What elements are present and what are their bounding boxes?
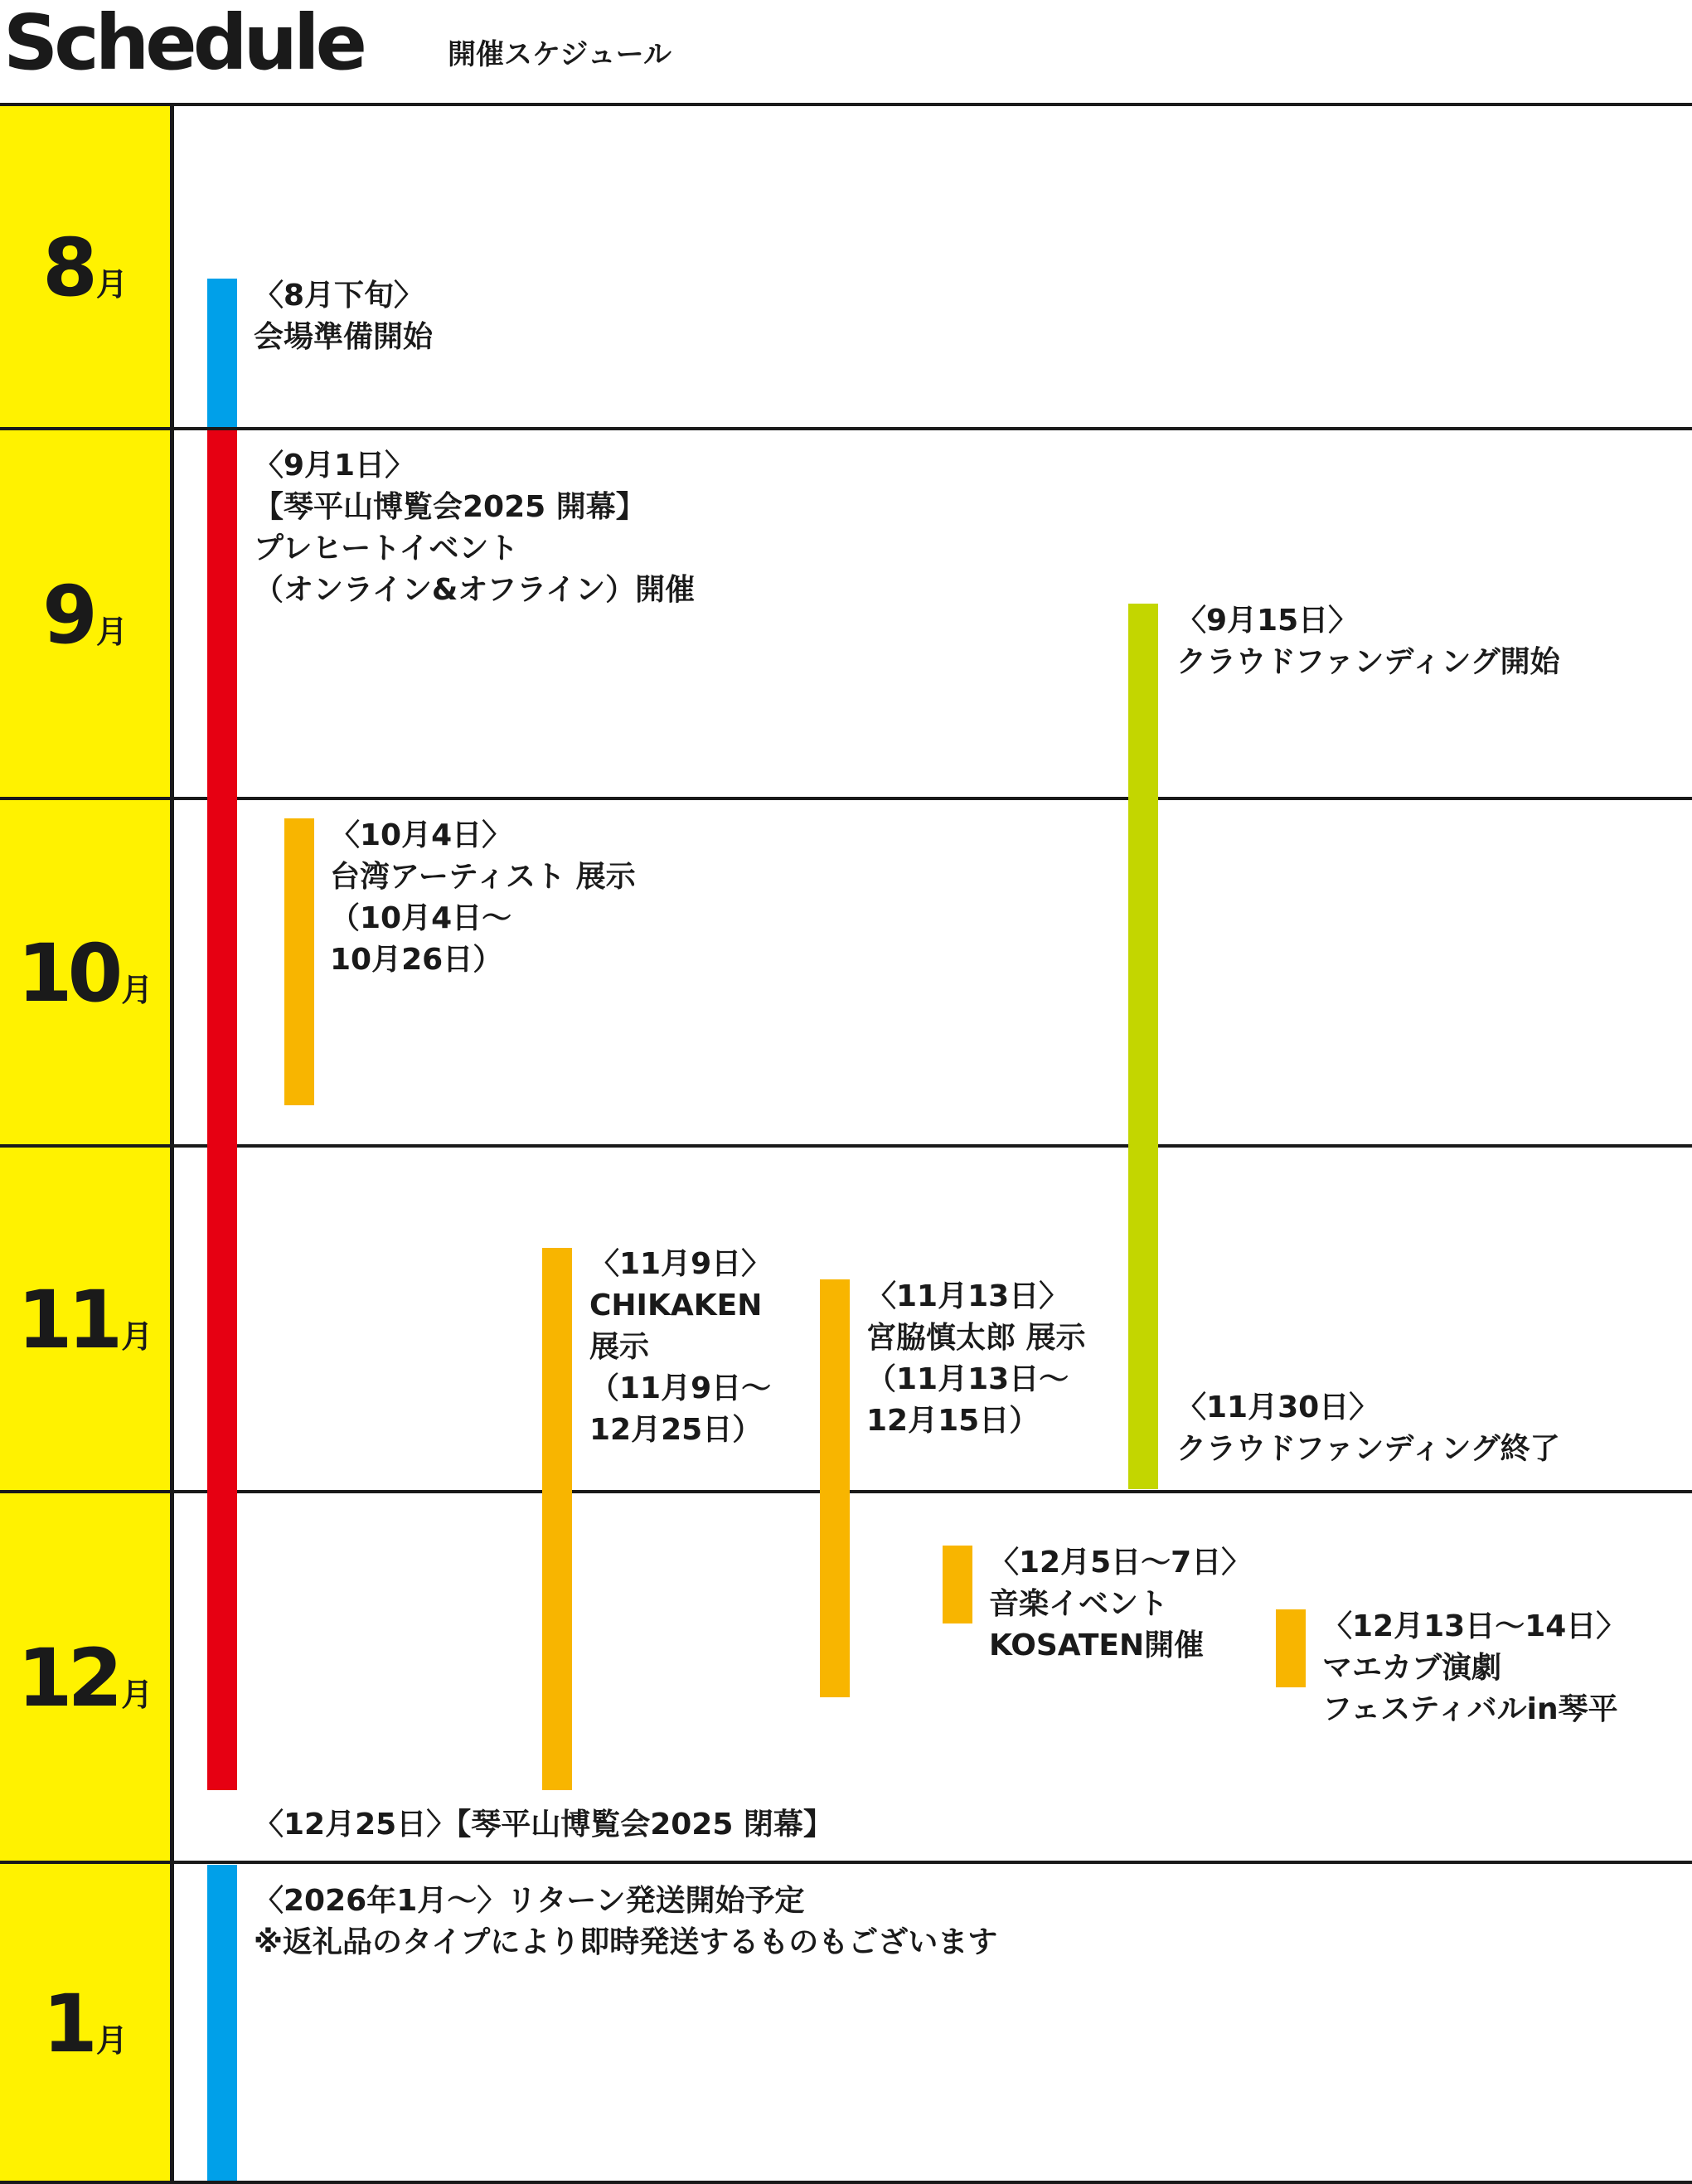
event-text: クラウドファンディング開始 <box>1176 645 1560 679</box>
page-title: Schedule <box>3 0 363 87</box>
bar-miyawaki <box>820 1279 850 1697</box>
bar-venue-prep <box>207 279 237 427</box>
event-text: （11月13日～ <box>866 1362 1069 1396</box>
month-label <box>0 927 170 1020</box>
event-date: 〈12月13日～14日〉 <box>1322 1609 1627 1643</box>
month-cell <box>0 1148 174 1492</box>
bar-crowdfunding <box>1128 604 1158 1489</box>
month-cell <box>0 800 174 1147</box>
month-label <box>0 1978 170 2070</box>
event-taiwan <box>330 815 636 981</box>
event-text: （11月9日～ <box>589 1371 772 1405</box>
event-text: （オンライン&オフライン）開催 <box>254 573 696 607</box>
event-note: ※返礼品のタイプにより即時発送するものもございます <box>254 1925 998 1959</box>
event-text: 宮脇慎太郎 展示 <box>866 1321 1086 1355</box>
month-number: 11 <box>17 1274 119 1366</box>
event-text: 10月26日） <box>330 943 503 977</box>
month-label <box>0 221 170 314</box>
event-date: 〈8月下旬〉 <box>254 279 424 313</box>
bar-expo-period <box>207 430 237 1790</box>
event-text: 〈2026年1月～〉リターン発送開始予定 <box>254 1884 805 1918</box>
bar-kosaten <box>943 1546 972 1623</box>
month-cell <box>0 1864 174 2184</box>
bar-taiwan <box>284 818 314 1105</box>
event-date: 〈12月5日～7日〉 <box>989 1546 1252 1580</box>
month-cell <box>0 430 174 799</box>
month-row-aug <box>0 103 1692 429</box>
event-kosaten <box>989 1542 1251 1667</box>
event-date: 〈10月4日〉 <box>330 818 512 852</box>
event-text: フェスティバルin琴平 <box>1322 1692 1618 1726</box>
month-number: 12 <box>17 1632 119 1725</box>
event-date: 〈9月15日〉 <box>1176 604 1359 638</box>
event-miyawaki <box>866 1276 1086 1442</box>
month-label <box>0 1274 170 1366</box>
month-label <box>0 568 170 662</box>
event-opening <box>254 445 695 611</box>
event-chikaken <box>589 1244 771 1451</box>
event-date: 〈11月30日〉 <box>1176 1390 1379 1424</box>
month-cell <box>0 106 174 429</box>
event-theater <box>1322 1606 1626 1730</box>
month-row-oct <box>0 797 1692 1147</box>
event-text: クラウドファンディング終了 <box>1176 1432 1560 1466</box>
bar-returns <box>207 1865 237 2181</box>
month-number: 9 <box>42 568 93 662</box>
event-date: 〈11月9日〉 <box>589 1247 772 1281</box>
event-text: （10月4日～ <box>330 901 512 935</box>
page-subtitle: 開催スケジュール <box>448 38 671 71</box>
event-crowdfunding-start <box>1176 600 1560 683</box>
month-cell <box>0 1493 174 1863</box>
month-suffix: 月 <box>95 613 128 650</box>
event-text: 展示 <box>589 1330 650 1364</box>
month-number: 10 <box>17 927 119 1020</box>
bottom-border <box>0 2181 1692 2184</box>
month-label <box>0 1632 170 1725</box>
event-text: 〈12月25日〉【琴平山博覧会2025 閉幕】 <box>254 1808 833 1842</box>
month-suffix: 月 <box>95 265 128 303</box>
event-text: 12月15日） <box>866 1404 1040 1438</box>
event-returns <box>254 1881 997 1963</box>
bar-chikaken <box>542 1248 572 1790</box>
event-closing <box>254 1804 833 1846</box>
month-suffix: 月 <box>95 2022 128 2059</box>
month-suffix: 月 <box>121 972 153 1008</box>
event-text: 会場準備開始 <box>254 320 434 354</box>
event-crowdfunding-end <box>1176 1387 1560 1470</box>
event-date: 〈11月13日〉 <box>866 1279 1069 1313</box>
event-text: プレヒートイベント <box>254 531 519 565</box>
event-text: 【琴平山博覧会2025 開幕】 <box>254 490 646 524</box>
month-suffix: 月 <box>121 1677 153 1713</box>
event-venue-prep <box>254 275 433 358</box>
month-number: 1 <box>42 1978 93 2070</box>
event-text: マエカブ演劇 <box>1322 1651 1502 1685</box>
event-date: 〈9月1日〉 <box>254 449 415 483</box>
month-suffix: 月 <box>121 1318 153 1355</box>
event-text: 12月25日） <box>589 1413 763 1447</box>
event-text: CHIKAKEN <box>589 1289 763 1323</box>
event-text: 台湾アーティスト 展示 <box>330 860 636 894</box>
event-text: 音楽イベント <box>989 1587 1169 1621</box>
bar-theater <box>1276 1609 1306 1687</box>
event-text: KOSATEN開催 <box>989 1628 1205 1662</box>
month-number: 8 <box>42 221 93 314</box>
